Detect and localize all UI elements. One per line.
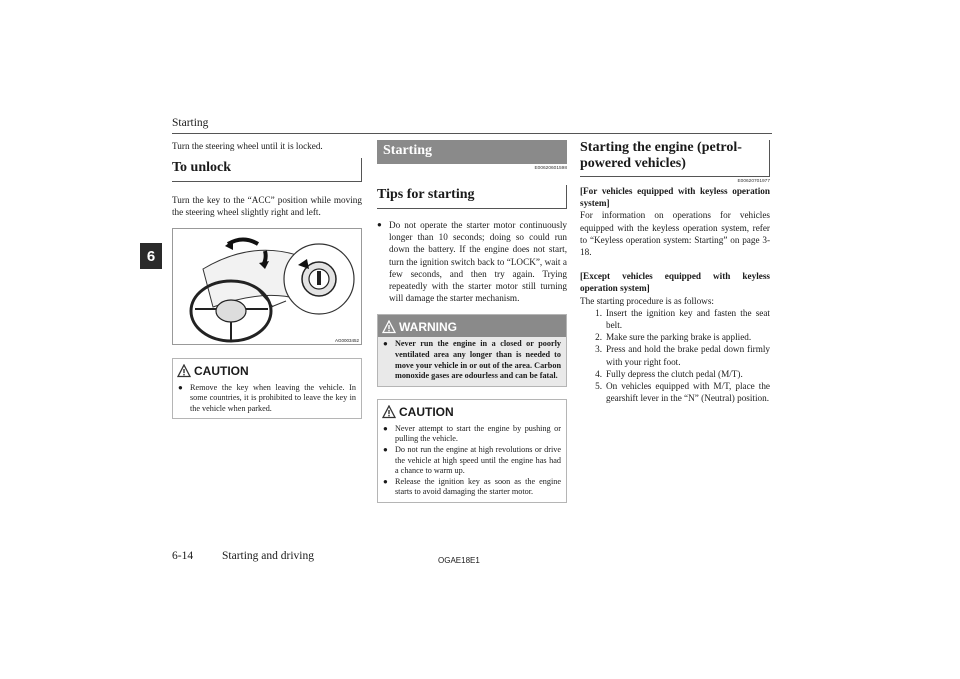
steering-lock-figure	[172, 228, 362, 345]
caution-title: CAUTION	[399, 404, 454, 419]
to-unlock-heading-box	[172, 158, 362, 182]
caution-item: ● Release the ignition key as soon as the engine starts to avoid damaging the starter motor.	[383, 476, 561, 497]
engine-heading-code: E00620701977	[737, 179, 770, 184]
running-header: Starting	[172, 117, 209, 129]
except-subheading: [Except vehicles equipped with keyless operation system]	[580, 271, 770, 294]
warning-triangle-icon	[382, 320, 396, 334]
caution-triangle-icon	[177, 364, 191, 378]
tips-heading-box	[377, 185, 567, 209]
page-number: 6-14	[172, 550, 194, 562]
to-unlock-text: Turn the key to the “ACC” position while moving the steering wheel slightly right and left.	[172, 195, 362, 218]
column-left	[172, 140, 362, 419]
keyless-subheading: [For vehicles equipped with keyless operation system]	[580, 186, 770, 209]
caution-item: ● Remove the key when leaving the vehicle. In some countries, it is prohibited to leave the key in the vehicle when parked.	[178, 382, 356, 413]
caution-item: ● Do not run the engine at high revolutions or drive the vehicle at high speed until the engine has had a chance to warm up.	[383, 444, 561, 476]
except-text: The starting procedure is as follows:	[580, 295, 714, 306]
bullet-icon: ●	[383, 476, 388, 486]
column-right	[580, 140, 770, 404]
footer-code: OGAE18E1	[438, 556, 480, 565]
steps-list	[580, 307, 770, 405]
steering-wheel-illustration	[173, 229, 361, 344]
caution-item: ● Never attempt to start the engine by pushing or pulling the vehicle.	[383, 423, 561, 444]
warning-box	[377, 314, 567, 386]
bullet-icon: ●	[377, 220, 382, 229]
tips-list	[377, 219, 567, 304]
caution-title: CAUTION	[194, 363, 249, 378]
tip-item: ● Do not operate the starter motor continuously longer than 10 seconds; doing so could run down the battery. If the engine does not start, turn the ignition switch back to “LOCK”, wait a few seconds, and then try again. Trying repeatedly with the starter motor still turning will damage the starter mechanism.	[377, 220, 567, 304]
keyless-text: For information on operations for vehicles equipped with the keyless operation system, refer to “Keyless operation system: Starting” on page 3-18.	[580, 210, 770, 258]
caution-header	[378, 400, 566, 422]
step-item: 2. Make sure the parking brake is applied.	[595, 332, 752, 343]
banner-code: E00620601598	[534, 166, 567, 171]
header-rule	[172, 133, 772, 134]
warning-header	[378, 315, 566, 337]
engine-heading-box	[580, 140, 770, 177]
footer-section: Starting and driving	[222, 550, 314, 562]
warning-item: ● Never run the engine in a closed or poorly ventilated area any longer than is needed to move your vehicle in or out of the area. Carbon monoxide gases are odourless and can be fatal.	[383, 339, 561, 381]
step-item: 4. Fully depress the clutch pedal (M/T).	[595, 368, 743, 379]
warning-title: WARNING	[399, 320, 457, 335]
warning-body	[378, 337, 566, 385]
engine-heading: Starting the engine (petrol-powered vehicles)	[580, 140, 769, 177]
caution-body	[173, 381, 361, 419]
caution-triangle-icon	[382, 405, 396, 419]
step-item: 5. On vehicles equipped with M/T, place the gearshift lever in the “N” (Neutral) position.	[595, 381, 770, 404]
caution-box-left	[172, 358, 362, 420]
bullet-icon: ●	[383, 339, 388, 349]
tips-heading: Tips for starting	[377, 185, 566, 209]
intro-text: Turn the steering wheel until it is locked.	[172, 141, 323, 151]
to-unlock-heading: To unlock	[172, 158, 361, 182]
figure-code: AG0003452	[334, 337, 359, 343]
step-item: 1. Insert the ignition key and fasten the seat belt.	[595, 307, 770, 331]
starting-banner: Starting	[377, 140, 567, 164]
chapter-tab: 6	[140, 243, 162, 269]
caution-box-middle	[377, 399, 567, 503]
bullet-icon: ●	[178, 382, 183, 392]
bullet-icon: ●	[383, 423, 388, 433]
step-item: 3. Press and hold the brake pedal down firmly with your right foot.	[595, 344, 770, 367]
caution-header	[173, 359, 361, 381]
column-middle	[377, 140, 567, 503]
caution-body	[378, 422, 566, 502]
bullet-icon: ●	[383, 444, 388, 454]
